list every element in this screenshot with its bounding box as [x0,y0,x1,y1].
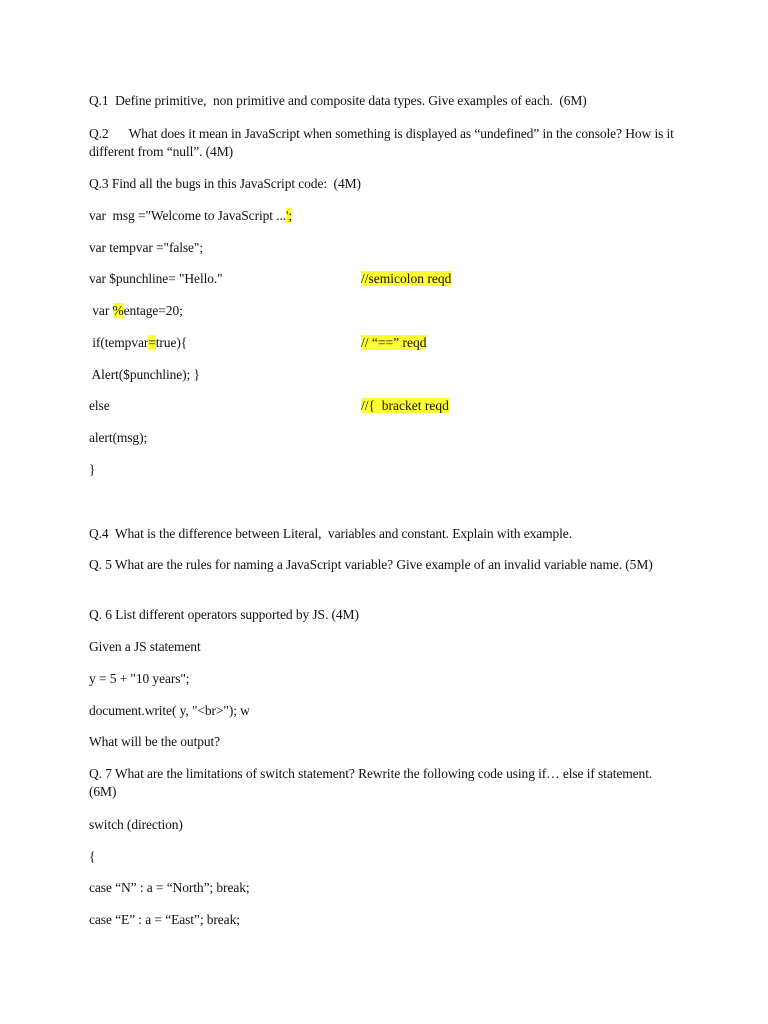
code-text: entage=20; [123,303,183,318]
code-line-4 [89,302,689,320]
question-2-text: What does it mean in JavaScript when something is displayed as “undefined” in the console? How is it different from “null”. (4M) [89,126,674,159]
question-6-statement-1: y = 5 + "10 years"; [89,671,190,686]
comment-highlight: //{ bracket reqd [361,398,449,413]
question-7-title: Q. 7 What are the limitations of switch statement? Rewrite the following code using if… else if statement. (6M) [89,766,653,799]
bug-highlight: '; [286,208,292,223]
question-5: Q. 5 What are the rules for naming a JavaScript variable? Give example of an invalid variable name. (5M) [89,557,653,572]
question-3-title: Q.3 Find all the bugs in this JavaScript code: (4M) [89,176,361,191]
code-line-7: else [89,398,110,413]
code-line-3: var $punchline= "Hello." [89,271,223,286]
bug-comment-equality [361,334,426,352]
code-line-6: Alert($punchline); } [89,367,200,382]
switch-code-line-2: { [89,849,96,864]
question-6-prompt: What will be the output? [89,734,221,749]
question-2-label: Q.2 [89,126,109,141]
code-text: var [89,303,113,318]
code-text: true){ [155,335,188,350]
bug-comment-bracket [361,397,449,415]
question-2 [89,125,681,161]
code-line-2: var tempvar ="false"; [89,240,203,255]
bug-highlight: % [112,303,124,318]
bug-highlight: = [148,335,156,350]
switch-code-line-3: case “N” : a = “North”; break; [89,880,250,895]
code-line-1 [89,207,689,225]
switch-code-line-4: case “E” : a = “East”; break; [89,912,240,927]
code-text: if(tempvar [89,335,149,350]
question-6-title: Q. 6 List different operators supported by JS. (4M) [89,607,359,622]
switch-code-line-1: switch (direction) [89,817,183,832]
code-text: var msg ="Welcome to JavaScript ... [89,208,287,223]
code-line-9: } [89,462,96,477]
question-6-given: Given a JS statement [89,639,201,654]
comment-highlight: // “==” reqd [361,335,427,350]
question-6-statement-2: document.write( y, "<br>"); w [89,703,250,718]
comment-highlight: //semicolon reqd [361,271,452,286]
code-line-8: alert(msg); [89,430,148,445]
question-4: Q.4 What is the difference between Literal, variables and constant. Explain with example. [89,526,572,541]
bug-comment-semicolon [361,270,451,288]
question-1: Q.1 Define primitive, non primitive and composite data types. Give examples of each. (6M) [89,93,587,108]
